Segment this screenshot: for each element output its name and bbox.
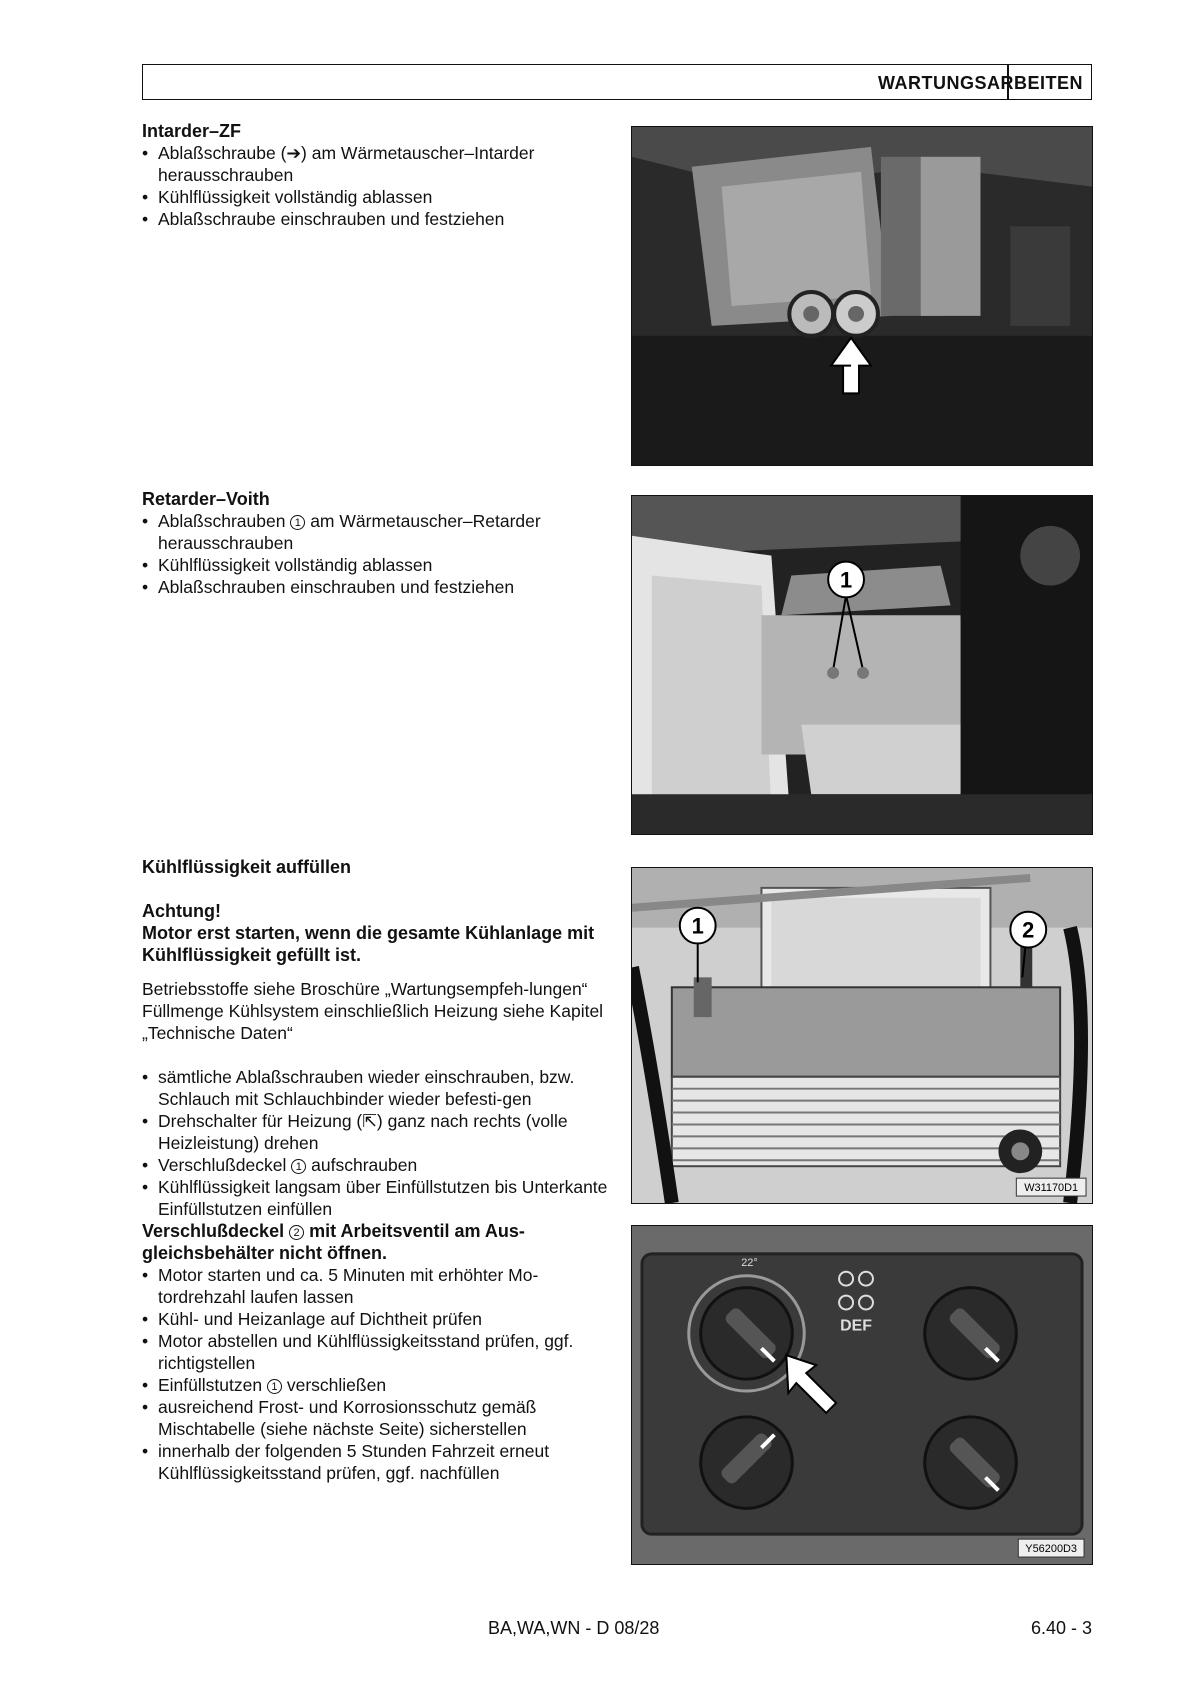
bullet-list <box>142 1264 612 1484</box>
list-item: • ausreichend Frost- und Korrosionsschutz gemäß Mischtabelle (siehe nächste Seite) sicherstellen <box>142 1396 612 1440</box>
list-item-text: Ablaßschrauben <box>158 511 286 531</box>
section-retarder <box>142 488 612 598</box>
list-item-text: am Wärmetauscher–Retarder herausschrauben <box>158 511 541 553</box>
list-item: • Ablaßschraube (➔) am Wärmetauscher–Intarder herausschrauben <box>142 142 612 186</box>
callout-number: 1 <box>267 1379 282 1394</box>
section-fill-coolant <box>142 856 612 1484</box>
list-item: • Kühlflüssigkeit vollständig ablassen <box>142 554 612 576</box>
def-label: DEF <box>840 1317 872 1335</box>
photo-intarder <box>631 126 1093 466</box>
list-item-text: aufschrauben <box>311 1155 418 1175</box>
list-item-text: Verschlußdeckel <box>158 1155 287 1175</box>
photo-heater-panel <box>631 1225 1093 1565</box>
list-item: • Ablaßschraube einschrauben und festziehen <box>142 208 612 230</box>
doc-reference: BA,WA,WN - D 08/28 <box>488 1618 660 1638</box>
image-code: W31170D1 <box>1024 1182 1079 1195</box>
callout-number: 1 <box>291 1159 306 1174</box>
paragraph: Füllmenge Kühlsystem einschließlich Heizung siehe Kapitel „Technische Daten“ <box>142 1001 604 1043</box>
bullet-list <box>142 1066 612 1220</box>
list-item: • Motor abstellen und Kühlflüssigkeitsstand prüfen, ggf. richtigstellen <box>142 1330 612 1374</box>
caution-text: Verschlußdeckel <box>142 1221 285 1241</box>
list-item-text: verschließen <box>286 1375 387 1395</box>
callout-label: 2 <box>1022 917 1035 943</box>
list-item <box>142 510 612 554</box>
bullet-list <box>142 510 612 598</box>
list-item: • Kühl- und Heizanlage auf Dichtheit prüfen <box>142 1308 612 1330</box>
photo-retarder <box>631 495 1093 835</box>
section-title: Intarder–ZF <box>142 121 242 141</box>
list-item: • Kühlflüssigkeit langsam über Einfüllstutzen bis Unterkante Einfüllstutzen einfüllen <box>142 1176 612 1220</box>
callout-label: 1 <box>691 913 704 939</box>
callout-number: 2 <box>289 1225 304 1240</box>
list-item: • Ablaßschrauben einschrauben und festziehen <box>142 576 612 598</box>
image-code: Y56200D3 <box>1025 1543 1078 1556</box>
list-item: • Drehschalter für Heizung (⇱) ganz nach rechts (volle Heizleistung) drehen <box>142 1110 612 1154</box>
warning-text: Motor erst starten, wenn die gesamte Kühlanlage mit Kühlflüssigkeit gefüllt ist. <box>142 923 595 965</box>
page-number: 6.40 - 3 <box>1030 1618 1092 1638</box>
list-item <box>142 1154 612 1176</box>
page-title: WARTUNGSARBEITEN <box>878 73 1083 93</box>
bullet-list <box>142 142 612 230</box>
caution-line <box>142 1220 612 1264</box>
list-item: • Motor starten und ca. 5 Minuten mit erhöhter Mo-tordrehzahl laufen lassen <box>142 1264 612 1308</box>
section-intarder <box>142 120 612 230</box>
callout-number: 1 <box>290 515 305 530</box>
list-item-text: Einfüllstutzen <box>158 1375 263 1395</box>
list-item: • Kühlflüssigkeit vollständig ablassen <box>142 186 612 208</box>
temp-label: 22° <box>741 1256 758 1269</box>
list-item: • innerhalb der folgenden 5 Stunden Fahrzeit erneut Kühlflüssigkeitsstand prüfen, ggf. nachfüllen <box>142 1440 612 1484</box>
section-title: Retarder–Voith <box>142 489 270 509</box>
callout-label: 1 <box>839 567 853 593</box>
photo-coolant-tank <box>631 867 1093 1204</box>
section-title: Kühlflüssigkeit auffüllen <box>142 857 352 877</box>
caution-text: mit Arbeitsventil am Aus-gleichsbehälter nicht öffnen. <box>142 1221 525 1263</box>
list-item: • sämtliche Ablaßschrauben wieder einschrauben, bzw. Schlauch mit Schlauchbinder wieder befesti-gen <box>142 1066 612 1110</box>
warning-title: Achtung! <box>142 901 221 921</box>
list-item <box>142 1374 612 1396</box>
header-bar <box>142 64 1092 100</box>
paragraph: Betriebsstoffe siehe Broschüre „Wartungsempfeh-lungen“ <box>142 979 588 999</box>
